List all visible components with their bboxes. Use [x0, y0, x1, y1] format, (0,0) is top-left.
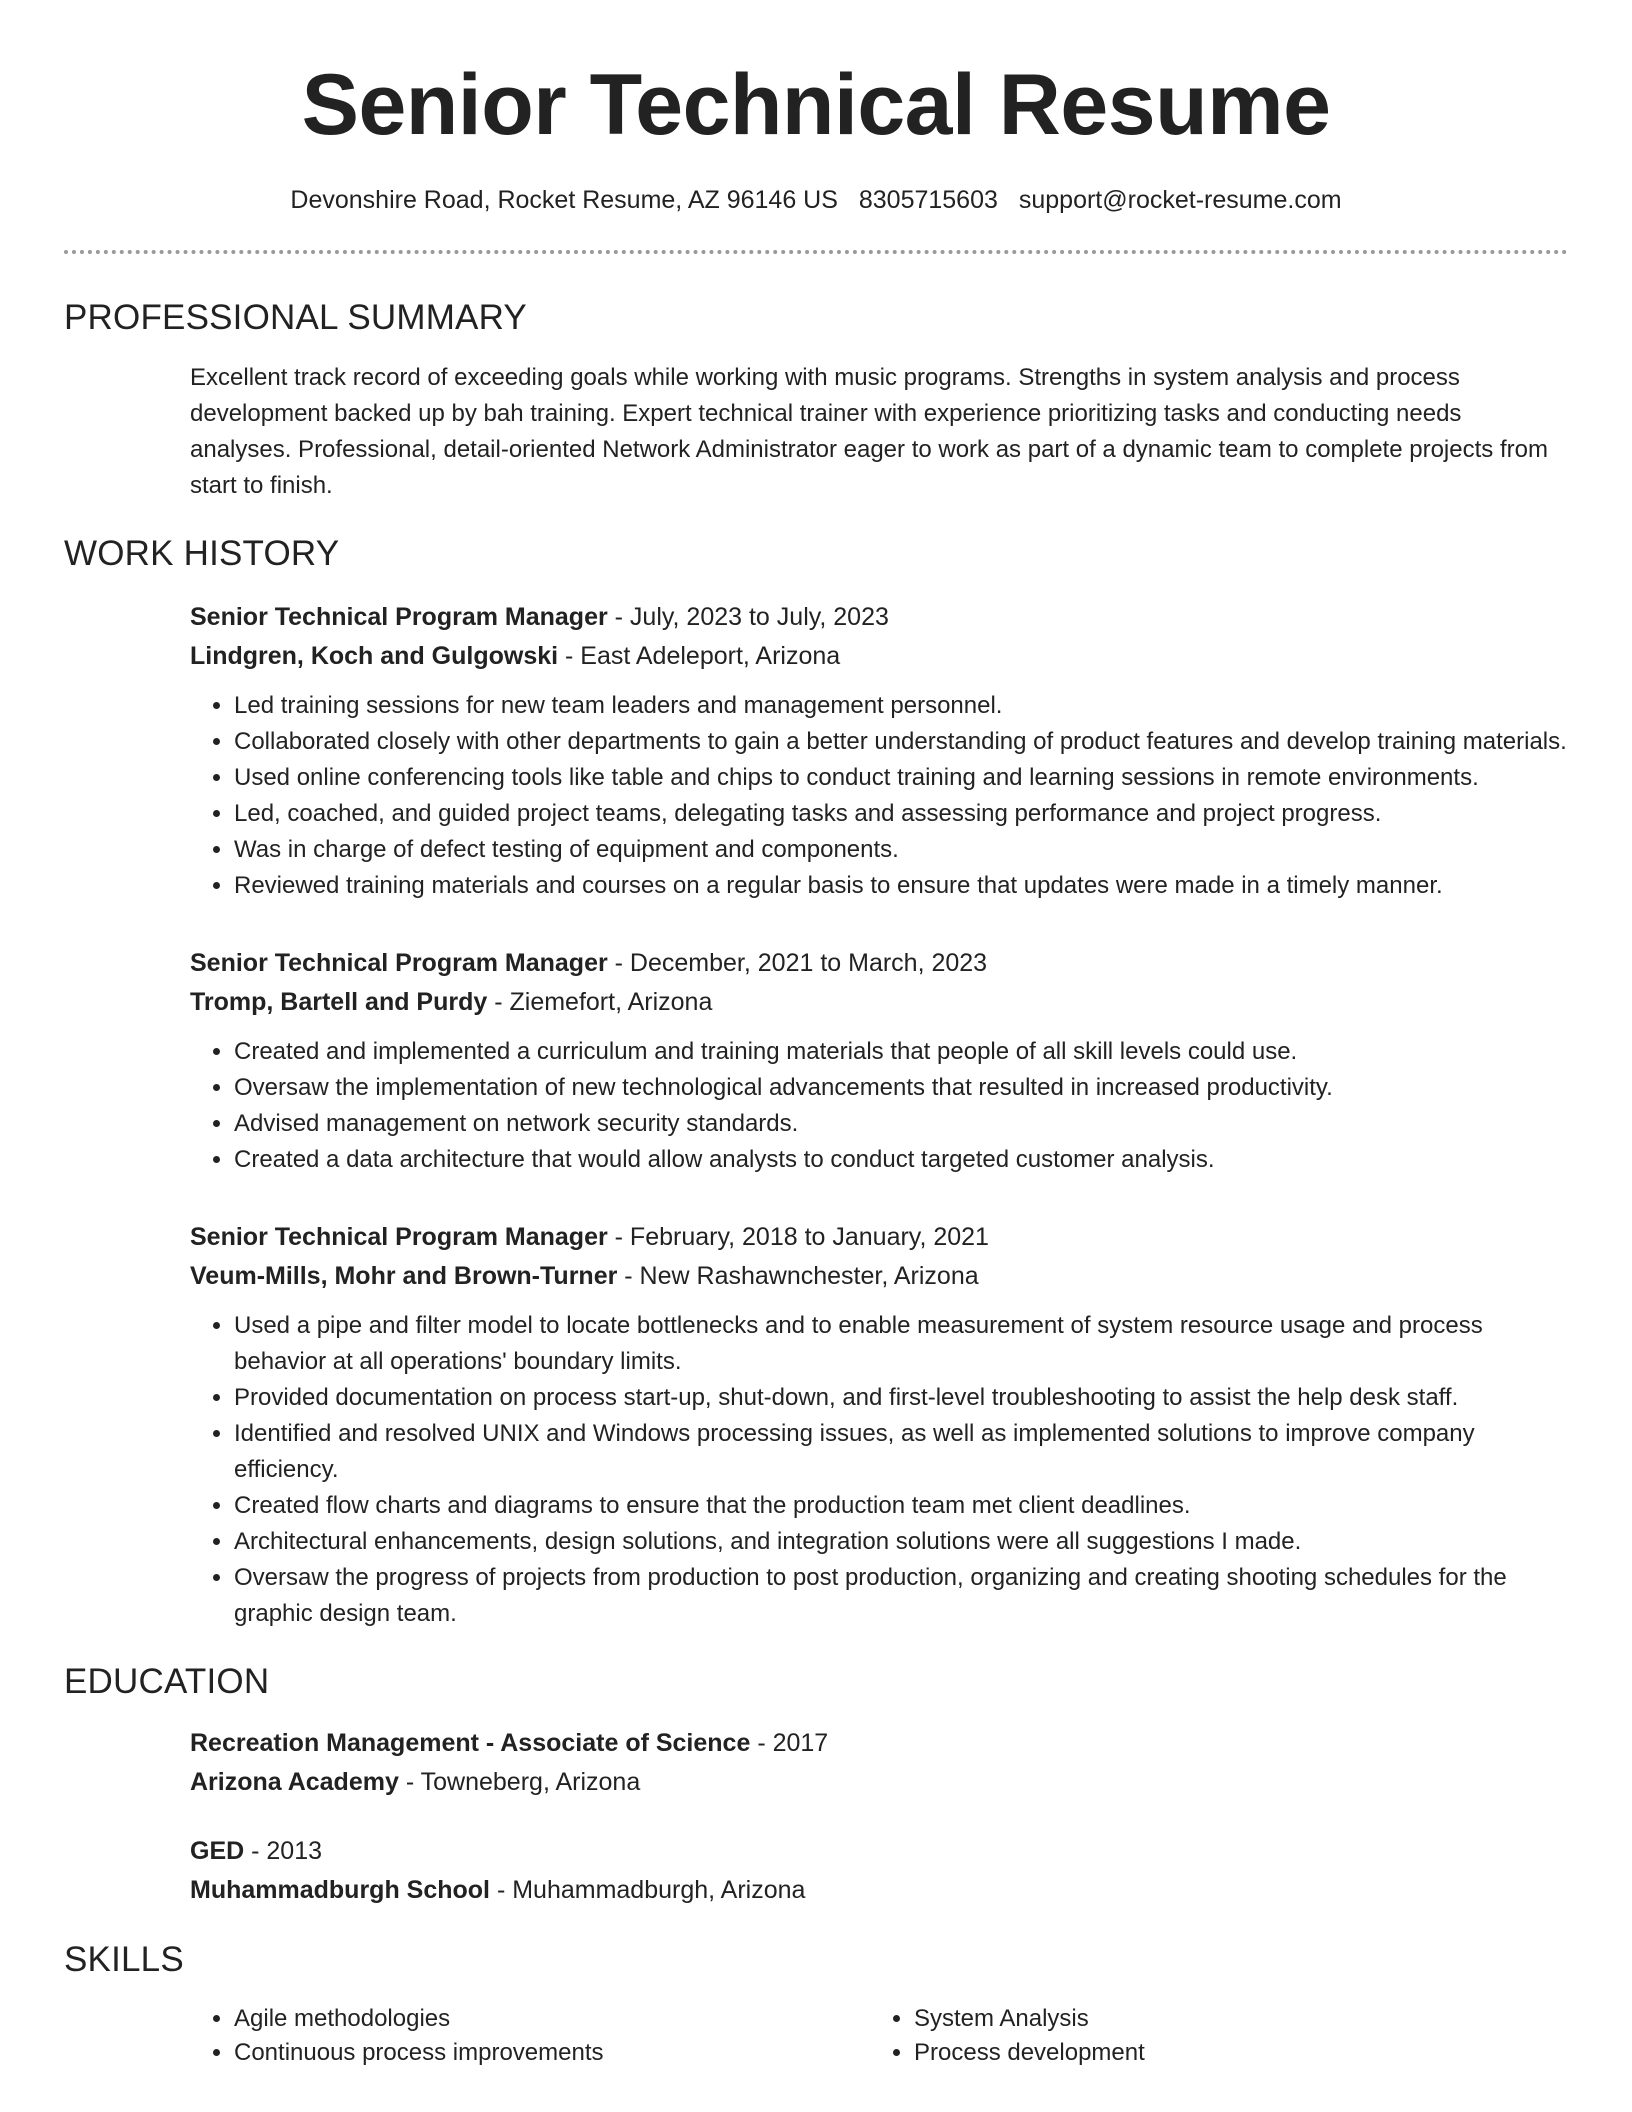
- job-title: Senior Technical Program Manager: [190, 949, 608, 977]
- education-degree-line: [190, 1832, 1568, 1871]
- job-company-line: [190, 1257, 1568, 1296]
- job-bullets: [190, 1308, 1568, 1632]
- job-company-line: [190, 983, 1568, 1022]
- job-bullet: • Used online conferencing tools like table and chips to conduct training and learning sessions in remote environments.: [234, 760, 1568, 796]
- education-heading: EDUCATION: [64, 1662, 270, 1701]
- job-entry: [190, 1218, 1568, 1632]
- education-location: - Towneberg, Arizona: [398, 1768, 641, 1796]
- work-history-heading: WORK HISTORY: [64, 534, 340, 573]
- job-company: Veum-Mills, Mohr and Brown-Turner: [190, 1262, 618, 1290]
- job-company: Lindgren, Koch and Gulgowski: [190, 642, 559, 670]
- resume-content: [64, 296, 1568, 2070]
- education-degree-line: [190, 1724, 1568, 1763]
- job-title-line: [190, 598, 1568, 637]
- summary-section: [64, 296, 1568, 504]
- resume-header: [0, 54, 1632, 216]
- job-bullet: • Led, coached, and guided project teams, delegating tasks and assessing performance and project progress.: [234, 796, 1568, 832]
- job-bullet: • Used a pipe and filter model to locate bottlenecks and to enable measurement of system resource usage and process behavior at all operations' boundary limits.: [234, 1308, 1568, 1380]
- summary-heading: PROFESSIONAL SUMMARY: [64, 298, 527, 337]
- job-dates: - February, 2018 to January, 2021: [607, 1223, 989, 1251]
- education-entry: [190, 1724, 1568, 1802]
- job-location: - Ziemefort, Arizona: [487, 988, 713, 1016]
- education-section: [64, 1660, 1568, 1910]
- job-bullet: • Oversaw the implementation of new technological advancements that resulted in increased productivity.: [234, 1070, 1568, 1106]
- job-company-line: [190, 637, 1568, 676]
- education-location: - Muhammadburgh, Arizona: [490, 1876, 806, 1904]
- education-degree: Recreation Management - Associate of Science: [190, 1729, 751, 1757]
- work-history-section: [64, 532, 1568, 1632]
- contact-phone: 8305715603: [858, 186, 998, 214]
- skill-item: • Agile methodologies: [234, 2002, 870, 2036]
- education-school-line: [190, 1871, 1568, 1910]
- skill-item: • Process development: [914, 2036, 1550, 2070]
- job-location: - East Adeleport, Arizona: [558, 642, 841, 670]
- job-title-line: [190, 944, 1568, 983]
- job-title: Senior Technical Program Manager: [190, 1223, 608, 1251]
- skills-left-column: [190, 2002, 870, 2070]
- education-degree: GED: [190, 1837, 245, 1865]
- education-school-line: [190, 1763, 1568, 1802]
- job-title: Senior Technical Program Manager: [190, 603, 608, 631]
- education-entry: [190, 1832, 1568, 1910]
- skills-columns: [190, 2002, 1568, 2070]
- skills-heading: SKILLS: [64, 1940, 184, 1979]
- skills-right-column: [870, 2002, 1550, 2070]
- header-divider: [64, 250, 1568, 254]
- job-bullet: • Advised management on network security standards.: [234, 1106, 1568, 1142]
- job-bullets: [190, 1034, 1568, 1178]
- contact-address: Devonshire Road, Rocket Resume, AZ 96146 US: [290, 186, 838, 214]
- skills-section: [64, 1938, 1568, 2070]
- education-year: - 2017: [750, 1729, 829, 1757]
- skill-item: • System Analysis: [914, 2002, 1550, 2036]
- job-bullet: • Created and implemented a curriculum and training materials that people of all skill levels could use.: [234, 1034, 1568, 1070]
- job-bullet: • Led training sessions for new team leaders and management personnel.: [234, 688, 1568, 724]
- job-bullet: • Reviewed training materials and courses on a regular basis to ensure that updates were made in a timely manner.: [234, 868, 1568, 904]
- job-title-line: [190, 1218, 1568, 1257]
- resume-title: Senior Technical Resume: [301, 57, 1331, 153]
- summary-text: Excellent track record of exceeding goals while working with music programs. Strengths in system analysis and process development backed up by bah training. Expert technical trainer with experience prioritizing tasks and conducting needs analyses. Professional, detail-oriented Network Administrator eager to work as part of a dynamic team to complete projects from start to finish.: [190, 364, 1548, 499]
- contact-email: support@rocket-resume.com: [1018, 186, 1342, 214]
- job-bullet: • Collaborated closely with other departments to gain a better understanding of product features and develop training materials.: [234, 724, 1568, 760]
- job-company: Tromp, Bartell and Purdy: [190, 988, 488, 1016]
- job-dates: - July, 2023 to July, 2023: [607, 603, 889, 631]
- job-location: - New Rashawnchester, Arizona: [617, 1262, 979, 1290]
- job-entry: [190, 598, 1568, 904]
- job-bullet: • Created flow charts and diagrams to ensure that the production team met client deadlines.: [234, 1488, 1568, 1524]
- job-entry: [190, 944, 1568, 1178]
- job-bullet: • Created a data architecture that would allow analysts to conduct targeted customer analysis.: [234, 1142, 1568, 1178]
- job-bullet: • Identified and resolved UNIX and Windows processing issues, as well as implemented solutions to improve company efficiency.: [234, 1416, 1568, 1488]
- job-dates: - December, 2021 to March, 2023: [607, 949, 988, 977]
- education-school: Arizona Academy: [190, 1768, 399, 1796]
- education-year: - 2013: [244, 1837, 323, 1865]
- job-bullet: • Provided documentation on process start-up, shut-down, and first-level troubleshooting to assist the help desk staff.: [234, 1380, 1568, 1416]
- job-bullet: • Architectural enhancements, design solutions, and integration solutions were all suggestions I made.: [234, 1524, 1568, 1560]
- job-bullet: • Oversaw the progress of projects from production to post production, organizing and creating shooting schedules for the graphic design team.: [234, 1560, 1568, 1632]
- education-school: Muhammadburgh School: [190, 1876, 490, 1904]
- job-bullets: [190, 688, 1568, 904]
- skill-item: • Continuous process improvements: [234, 2036, 870, 2070]
- job-bullet: • Was in charge of defect testing of equipment and components.: [234, 832, 1568, 868]
- contact-line: [0, 184, 1632, 216]
